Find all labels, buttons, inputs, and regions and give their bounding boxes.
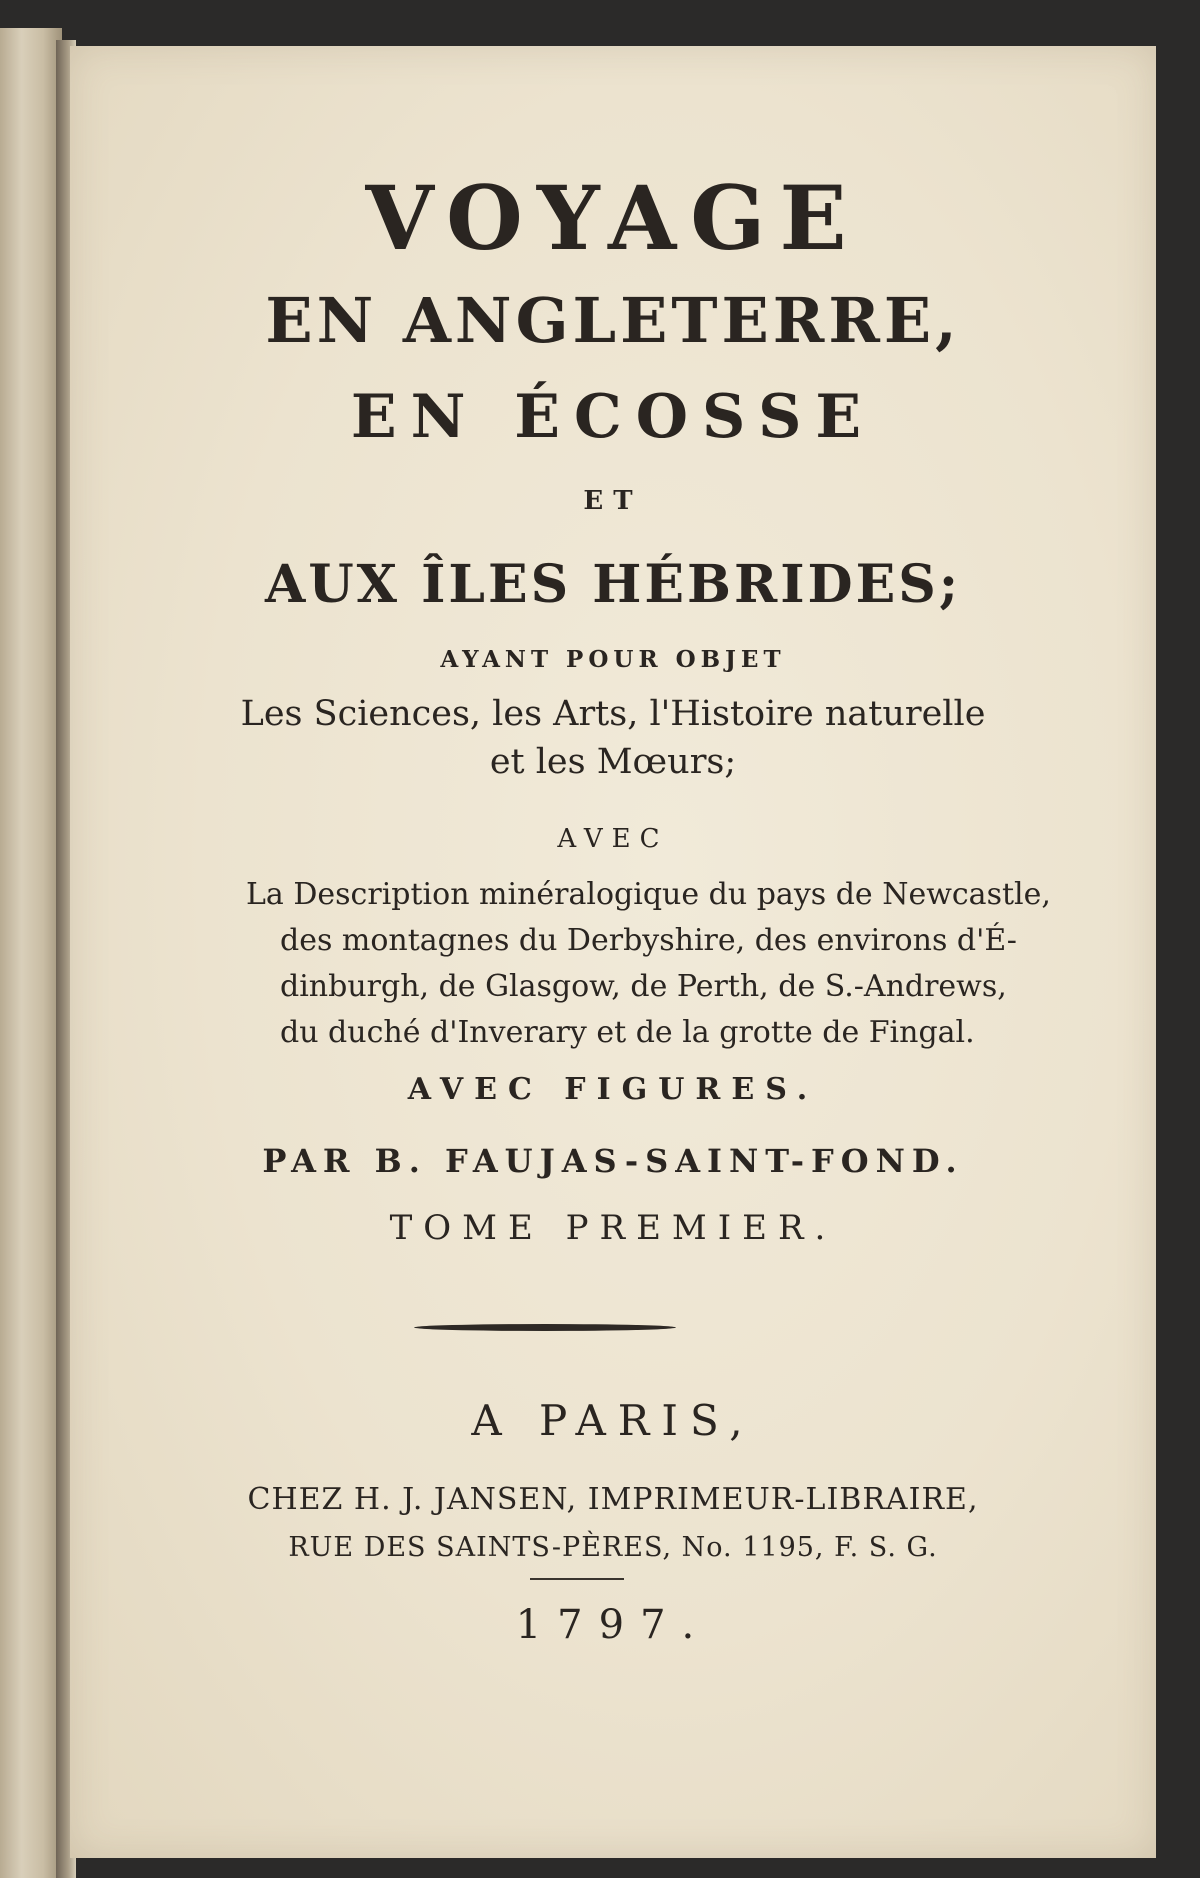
imprint-address: RUE DES SAINTS-PÈRES, No. 1195, F. S. G. [288, 1532, 938, 1563]
description-line-4: du duché d'Inverary et de la grotte de Fingal. [280, 1015, 975, 1050]
title-angleterre: EN ANGLETERRE, [265, 284, 961, 357]
subtitle-heading: AYANT POUR OBJET [440, 646, 786, 673]
title-ecosse: EN ÉCOSSE [350, 382, 876, 452]
figures-note: AVEC FIGURES. [407, 1072, 819, 1107]
title-page [70, 46, 1156, 1858]
title-hebrides: AUX ÎLES HÉBRIDES; [264, 554, 962, 615]
volume-line: TOME PREMIER. [389, 1208, 837, 1248]
ornamental-rule [414, 1324, 676, 1331]
title-et: ET [583, 486, 643, 516]
title-voyage: VOYAGE [365, 166, 861, 270]
subtitle-line-2: et les Mœurs; [489, 742, 737, 782]
imprint-place: A PARIS, [471, 1396, 755, 1445]
subtitle-line-1: Les Sciences, les Arts, l'Histoire naturelle [240, 694, 986, 734]
imprint-year: 1797. [515, 1602, 711, 1648]
imprint-publisher: CHEZ H. J. JANSEN, IMPRIMEUR-LIBRAIRE, [247, 1482, 979, 1517]
author-line: PAR B. FAUJAS-SAINT-FOND. [262, 1142, 964, 1180]
book-spine [0, 28, 62, 1878]
description-line-3: dinburgh, de Glasgow, de Perth, de S.-Andrews, [280, 969, 1007, 1004]
avec-label: AVEC [557, 824, 669, 854]
imprint-divider [530, 1578, 624, 1580]
description-line-1: La Description minéralogique du pays de Newcastle, [246, 877, 1051, 912]
description-line-2: des montagnes du Derbyshire, des environs d'É- [280, 923, 1017, 958]
